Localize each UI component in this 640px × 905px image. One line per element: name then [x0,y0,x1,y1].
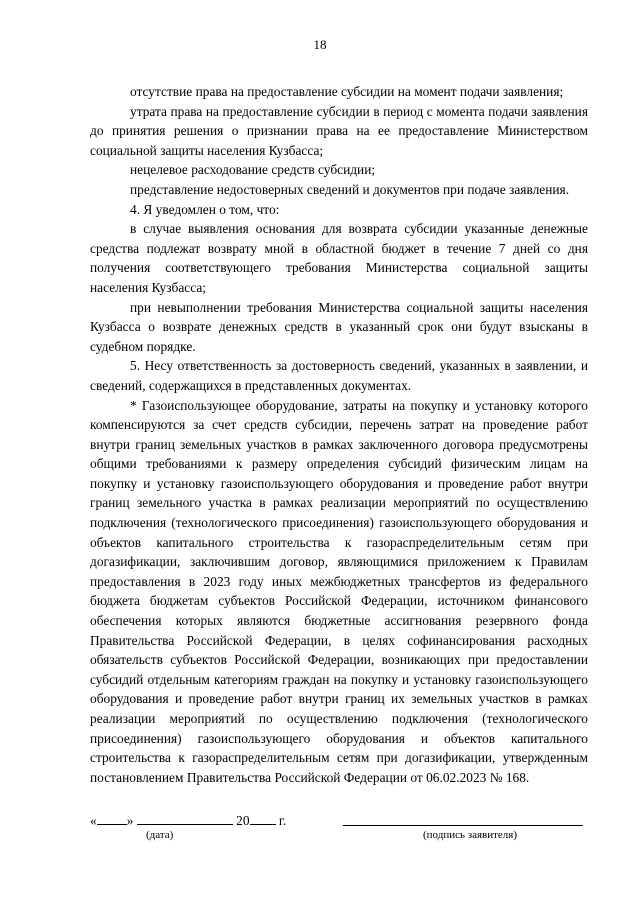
document-body [90,82,588,787]
day-blank [97,812,127,825]
paragraph: 4. Я уведомлен о том, что: [130,201,280,217]
paragraph: при невыполнении требования Министерства социальной защиты населения Кузбасса о возврате денежных средств в указанный срок они будут взысканы в судебном порядке. [90,299,588,354]
paragraph: отсутствие права на предоставление субсидии на момент подачи заявления; [130,84,564,99]
year-blank [250,812,276,825]
paragraph: 5. Несу ответственность за достоверность сведений, указанных в заявлении, и сведений, содержащихся в представленных документах. [90,358,588,393]
footnote-paragraph: * Газоиспользующее оборудование, затраты на покупку и установку которого компенсируются за счет средств субсидии, перечень затрат на проведение работ внутри границ земельных участков в рамках заключенного договора предусмотрены общими требованиями к размеру определения субсидий физическим лицам на покупку и установку газоиспользующего оборудования и проведение работ внутри границ земельного участка в рамках реализации мероприятий по осуществлению подключения (технологического присоединения) газоиспользующего оборудования и объектов капитального строительства к газораспределительным сетям при догазификации, заключившим договор, являющимися приложением к Правилам предоставления в 2023 году иных межбюджетных трансфертов из федерального бюджета бюджетам субъектов Российской Федерации, источником финансового обеспечения которых являются бюджетные ассигнования резервного фонда Правительства Российской Федерации, в целях софинансирования расходных обязательств субъектов Российской Федерации, возникающих при предоставлении субсидий отдельным категориям граждан на покупку и установку газоиспользующего оборудования и проведение работ внутри границ их земельных участков в рамках реализации мероприятий по осуществлению подключения (технологического присоединения) газоиспользующего оборудования и объектов капитального строительства к газораспределительным сетям при догазификации, утвержденным постановлением Правительства Российской Федерации от 06.02.2023 № 168. [90,397,588,785]
paragraph: утрата права на предоставление субсидии в период с момента подачи заявления до принятия решения о признании права на ее предоставление Министерством социальной защиты населения Кузбасса; [90,103,588,158]
signature-caption: (подпись заявителя) [423,829,518,841]
date-caption: (дата) [146,829,174,841]
date-field [90,812,286,829]
signature-line [343,825,583,826]
page-number: 18 [313,37,327,52]
year-prefix: 20 [236,813,250,828]
paragraph: представление недостоверных сведений и документов при подаче заявления. [130,181,570,197]
paragraph: в случае выявления основания для возврата субсидии указанные денежные средства подлежат возврату мной в областной бюджет в течение 7 дней со дня получения соответствующего требования Министерства социальной защиты населения Кузбасса; [90,221,588,295]
year-suffix: г. [278,813,287,828]
month-blank [137,812,233,825]
paragraph: нецелевое расходование средств субсидии; [130,162,376,178]
open-quote: « [90,813,97,828]
close-quote: » [126,813,134,828]
